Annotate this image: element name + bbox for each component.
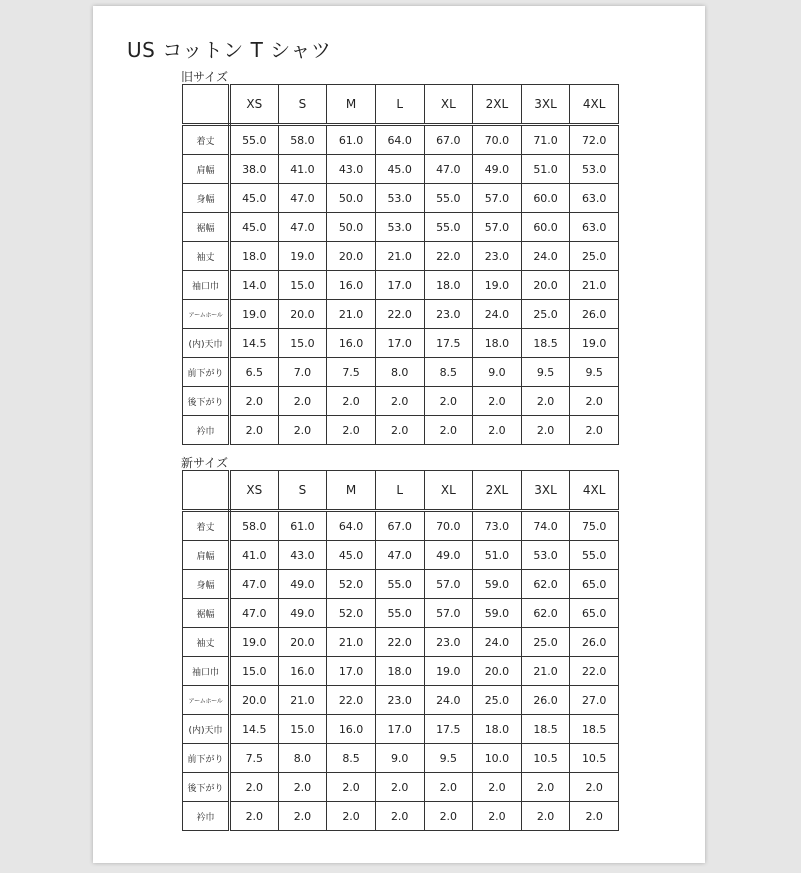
measurement-cell: 45.0 <box>230 213 279 242</box>
measurement-cell: 23.0 <box>375 686 424 715</box>
measurement-cell: 45.0 <box>327 541 376 570</box>
measurement-cell: 2.0 <box>375 416 424 445</box>
measurement-cell: 25.0 <box>570 242 619 271</box>
measurement-cell: 9.5 <box>424 744 473 773</box>
measurement-cell: 57.0 <box>473 184 522 213</box>
table-row <box>183 387 619 416</box>
size-header-cell: L <box>375 471 424 511</box>
measurement-cell: 2.0 <box>375 387 424 416</box>
measurement-cell: 47.0 <box>278 184 327 213</box>
measurement-cell: 65.0 <box>570 599 619 628</box>
measurement-cell: 67.0 <box>424 125 473 155</box>
measurement-cell: 70.0 <box>424 511 473 541</box>
row-label: アームホール <box>183 300 230 329</box>
measurement-cell: 58.0 <box>230 511 279 541</box>
measurement-cell: 45.0 <box>375 155 424 184</box>
measurement-cell: 22.0 <box>375 300 424 329</box>
measurement-cell: 2.0 <box>327 387 376 416</box>
measurement-cell: 15.0 <box>278 715 327 744</box>
measurement-cell: 50.0 <box>327 184 376 213</box>
measurement-cell: 2.0 <box>230 416 279 445</box>
measurement-cell: 55.0 <box>375 570 424 599</box>
measurement-cell: 45.0 <box>230 184 279 213</box>
measurement-cell: 60.0 <box>521 213 570 242</box>
measurement-cell: 47.0 <box>278 213 327 242</box>
measurement-cell: 62.0 <box>521 570 570 599</box>
table-row <box>183 416 619 445</box>
measurement-cell: 8.5 <box>424 358 473 387</box>
measurement-cell: 23.0 <box>424 628 473 657</box>
measurement-cell: 2.0 <box>375 802 424 831</box>
measurement-cell: 27.0 <box>570 686 619 715</box>
measurement-cell: 7.0 <box>278 358 327 387</box>
measurement-cell: 51.0 <box>521 155 570 184</box>
row-label: (内)天巾 <box>183 715 230 744</box>
measurement-cell: 22.0 <box>327 686 376 715</box>
size-header-cell: M <box>327 85 376 125</box>
table-row <box>183 686 619 715</box>
measurement-cell: 58.0 <box>278 125 327 155</box>
measurement-cell: 6.5 <box>230 358 279 387</box>
measurement-cell: 49.0 <box>424 541 473 570</box>
measurement-cell: 20.0 <box>230 686 279 715</box>
row-label: 衿巾 <box>183 416 230 445</box>
size-header-cell: 4XL <box>570 85 619 125</box>
measurement-cell: 74.0 <box>521 511 570 541</box>
measurement-cell: 23.0 <box>473 242 522 271</box>
header-row <box>183 85 619 125</box>
measurement-cell: 21.0 <box>278 686 327 715</box>
row-label: 肩幅 <box>183 155 230 184</box>
measurement-cell: 16.0 <box>327 329 376 358</box>
measurement-cell: 64.0 <box>375 125 424 155</box>
size-header-cell: 3XL <box>521 85 570 125</box>
row-label: 袖口巾 <box>183 657 230 686</box>
measurement-cell: 65.0 <box>570 570 619 599</box>
new-size-label: 新サイズ <box>181 456 229 470</box>
measurement-cell: 2.0 <box>230 387 279 416</box>
measurement-cell: 17.0 <box>327 657 376 686</box>
row-label: (内)天巾 <box>183 329 230 358</box>
row-label: 前下がり <box>183 744 230 773</box>
measurement-cell: 17.5 <box>424 715 473 744</box>
measurement-cell: 63.0 <box>570 213 619 242</box>
table-row <box>183 628 619 657</box>
size-header-cell: L <box>375 85 424 125</box>
measurement-cell: 22.0 <box>375 628 424 657</box>
measurement-cell: 24.0 <box>473 628 522 657</box>
measurement-cell: 2.0 <box>473 387 522 416</box>
measurement-cell: 21.0 <box>327 300 376 329</box>
measurement-cell: 62.0 <box>521 599 570 628</box>
measurement-cell: 16.0 <box>327 715 376 744</box>
row-label: 後下がり <box>183 773 230 802</box>
row-label: アームホール <box>183 686 230 715</box>
measurement-cell: 8.0 <box>278 744 327 773</box>
table-row <box>183 599 619 628</box>
size-header-cell: 3XL <box>521 471 570 511</box>
row-label: 裾幅 <box>183 599 230 628</box>
measurement-cell: 24.0 <box>473 300 522 329</box>
measurement-cell: 18.0 <box>473 715 522 744</box>
size-header-cell: S <box>278 85 327 125</box>
measurement-cell: 18.5 <box>521 329 570 358</box>
table-row <box>183 213 619 242</box>
row-label: 身幅 <box>183 570 230 599</box>
measurement-cell: 23.0 <box>424 300 473 329</box>
measurement-cell: 20.0 <box>521 271 570 300</box>
measurement-cell: 64.0 <box>327 511 376 541</box>
page-title: US コットン T シャツ <box>127 38 332 62</box>
size-header-cell: XL <box>424 471 473 511</box>
table-row <box>183 802 619 831</box>
measurement-cell: 60.0 <box>521 184 570 213</box>
measurement-cell: 43.0 <box>278 541 327 570</box>
table-row <box>183 125 619 155</box>
measurement-cell: 2.0 <box>327 802 376 831</box>
measurement-cell: 47.0 <box>230 570 279 599</box>
measurement-cell: 61.0 <box>278 511 327 541</box>
measurement-cell: 2.0 <box>424 773 473 802</box>
table-row <box>183 570 619 599</box>
measurement-cell: 9.0 <box>375 744 424 773</box>
measurement-cell: 70.0 <box>473 125 522 155</box>
measurement-cell: 18.5 <box>521 715 570 744</box>
measurement-cell: 2.0 <box>424 416 473 445</box>
measurement-cell: 57.0 <box>424 599 473 628</box>
table-row <box>183 184 619 213</box>
measurement-cell: 57.0 <box>473 213 522 242</box>
measurement-cell: 7.5 <box>327 358 376 387</box>
measurement-cell: 53.0 <box>375 184 424 213</box>
measurement-cell: 41.0 <box>230 541 279 570</box>
measurement-cell: 16.0 <box>278 657 327 686</box>
measurement-cell: 51.0 <box>473 541 522 570</box>
measurement-cell: 26.0 <box>570 300 619 329</box>
measurement-cell: 2.0 <box>230 802 279 831</box>
measurement-cell: 8.0 <box>375 358 424 387</box>
measurement-cell: 25.0 <box>521 300 570 329</box>
row-label: 前下がり <box>183 358 230 387</box>
measurement-cell: 47.0 <box>230 599 279 628</box>
measurement-cell: 18.0 <box>230 242 279 271</box>
measurement-cell: 75.0 <box>570 511 619 541</box>
measurement-cell: 19.0 <box>278 242 327 271</box>
row-label: 後下がり <box>183 387 230 416</box>
measurement-cell: 15.0 <box>278 329 327 358</box>
row-label: 着丈 <box>183 511 230 541</box>
table-row <box>183 155 619 184</box>
measurement-cell: 2.0 <box>521 416 570 445</box>
table-row <box>183 744 619 773</box>
measurement-cell: 2.0 <box>424 387 473 416</box>
measurement-cell: 21.0 <box>327 628 376 657</box>
measurement-cell: 2.0 <box>278 387 327 416</box>
measurement-cell: 72.0 <box>570 125 619 155</box>
measurement-cell: 61.0 <box>327 125 376 155</box>
measurement-cell: 26.0 <box>521 686 570 715</box>
table-row <box>183 271 619 300</box>
table-row <box>183 300 619 329</box>
measurement-cell: 2.0 <box>473 773 522 802</box>
measurement-cell: 43.0 <box>327 155 376 184</box>
header-row <box>183 471 619 511</box>
table-row <box>183 541 619 570</box>
measurement-cell: 2.0 <box>327 416 376 445</box>
measurement-cell: 59.0 <box>473 570 522 599</box>
measurement-cell: 20.0 <box>278 300 327 329</box>
row-label: 肩幅 <box>183 541 230 570</box>
measurement-cell: 17.0 <box>375 715 424 744</box>
measurement-cell: 19.0 <box>424 657 473 686</box>
measurement-cell: 10.5 <box>570 744 619 773</box>
row-label: 着丈 <box>183 125 230 155</box>
measurement-cell: 9.0 <box>473 358 522 387</box>
measurement-cell: 52.0 <box>327 599 376 628</box>
measurement-cell: 10.5 <box>521 744 570 773</box>
old-size-table <box>182 84 619 445</box>
row-label: 身幅 <box>183 184 230 213</box>
measurement-cell: 15.0 <box>278 271 327 300</box>
measurement-cell: 2.0 <box>570 387 619 416</box>
measurement-cell: 57.0 <box>424 570 473 599</box>
measurement-cell: 19.0 <box>473 271 522 300</box>
measurement-cell: 38.0 <box>230 155 279 184</box>
measurement-cell: 50.0 <box>327 213 376 242</box>
measurement-cell: 17.0 <box>375 329 424 358</box>
old-size-label: 旧サイズ <box>181 70 229 84</box>
measurement-cell: 41.0 <box>278 155 327 184</box>
measurement-cell: 55.0 <box>424 213 473 242</box>
measurement-cell: 49.0 <box>278 599 327 628</box>
measurement-cell: 63.0 <box>570 184 619 213</box>
header-corner-cell <box>183 471 230 511</box>
measurement-cell: 19.0 <box>230 300 279 329</box>
measurement-cell: 9.5 <box>570 358 619 387</box>
measurement-cell: 2.0 <box>521 387 570 416</box>
measurement-cell: 49.0 <box>473 155 522 184</box>
measurement-cell: 15.0 <box>230 657 279 686</box>
measurement-cell: 19.0 <box>230 628 279 657</box>
measurement-cell: 2.0 <box>473 802 522 831</box>
size-header-cell: XL <box>424 85 473 125</box>
size-header-cell: 2XL <box>473 471 522 511</box>
measurement-cell: 22.0 <box>570 657 619 686</box>
measurement-cell: 21.0 <box>521 657 570 686</box>
measurement-cell: 2.0 <box>521 773 570 802</box>
measurement-cell: 2.0 <box>230 773 279 802</box>
measurement-cell: 55.0 <box>570 541 619 570</box>
measurement-cell: 24.0 <box>424 686 473 715</box>
measurement-cell: 52.0 <box>327 570 376 599</box>
measurement-cell: 14.5 <box>230 329 279 358</box>
measurement-cell: 2.0 <box>473 416 522 445</box>
document-page <box>93 6 705 863</box>
size-header-cell: S <box>278 471 327 511</box>
row-label: 袖丈 <box>183 242 230 271</box>
measurement-cell: 59.0 <box>473 599 522 628</box>
measurement-cell: 71.0 <box>521 125 570 155</box>
size-header-cell: 4XL <box>570 471 619 511</box>
table-row <box>183 358 619 387</box>
table-row <box>183 242 619 271</box>
size-header-cell: XS <box>230 471 279 511</box>
measurement-cell: 2.0 <box>521 802 570 831</box>
measurement-cell: 2.0 <box>278 773 327 802</box>
measurement-cell: 47.0 <box>424 155 473 184</box>
measurement-cell: 25.0 <box>473 686 522 715</box>
measurement-cell: 7.5 <box>230 744 279 773</box>
measurement-cell: 18.0 <box>424 271 473 300</box>
measurement-cell: 73.0 <box>473 511 522 541</box>
measurement-cell: 55.0 <box>424 184 473 213</box>
size-header-cell: 2XL <box>473 85 522 125</box>
measurement-cell: 9.5 <box>521 358 570 387</box>
measurement-cell: 2.0 <box>570 416 619 445</box>
measurement-cell: 20.0 <box>327 242 376 271</box>
measurement-cell: 17.5 <box>424 329 473 358</box>
measurement-cell: 24.0 <box>521 242 570 271</box>
measurement-cell: 2.0 <box>327 773 376 802</box>
measurement-cell: 22.0 <box>424 242 473 271</box>
measurement-cell: 14.0 <box>230 271 279 300</box>
measurement-cell: 10.0 <box>473 744 522 773</box>
measurement-cell: 53.0 <box>375 213 424 242</box>
measurement-cell: 49.0 <box>278 570 327 599</box>
table-row <box>183 329 619 358</box>
row-label: 袖丈 <box>183 628 230 657</box>
row-label: 衿巾 <box>183 802 230 831</box>
measurement-cell: 2.0 <box>424 802 473 831</box>
measurement-cell: 25.0 <box>521 628 570 657</box>
measurement-cell: 2.0 <box>570 773 619 802</box>
measurement-cell: 2.0 <box>278 416 327 445</box>
measurement-cell: 53.0 <box>521 541 570 570</box>
header-corner-cell <box>183 85 230 125</box>
table-row <box>183 511 619 541</box>
measurement-cell: 20.0 <box>278 628 327 657</box>
measurement-cell: 18.0 <box>473 329 522 358</box>
measurement-cell: 19.0 <box>570 329 619 358</box>
measurement-cell: 47.0 <box>375 541 424 570</box>
table-row <box>183 715 619 744</box>
measurement-cell: 55.0 <box>230 125 279 155</box>
measurement-cell: 8.5 <box>327 744 376 773</box>
table-row <box>183 657 619 686</box>
measurement-cell: 20.0 <box>473 657 522 686</box>
row-label: 袖口巾 <box>183 271 230 300</box>
measurement-cell: 21.0 <box>375 242 424 271</box>
measurement-cell: 14.5 <box>230 715 279 744</box>
table-row <box>183 773 619 802</box>
measurement-cell: 16.0 <box>327 271 376 300</box>
measurement-cell: 2.0 <box>278 802 327 831</box>
measurement-cell: 26.0 <box>570 628 619 657</box>
measurement-cell: 55.0 <box>375 599 424 628</box>
size-header-cell: M <box>327 471 376 511</box>
measurement-cell: 17.0 <box>375 271 424 300</box>
measurement-cell: 21.0 <box>570 271 619 300</box>
measurement-cell: 18.0 <box>375 657 424 686</box>
new-size-table <box>182 470 619 831</box>
measurement-cell: 18.5 <box>570 715 619 744</box>
measurement-cell: 2.0 <box>570 802 619 831</box>
measurement-cell: 2.0 <box>375 773 424 802</box>
measurement-cell: 53.0 <box>570 155 619 184</box>
size-header-cell: XS <box>230 85 279 125</box>
measurement-cell: 67.0 <box>375 511 424 541</box>
row-label: 裾幅 <box>183 213 230 242</box>
